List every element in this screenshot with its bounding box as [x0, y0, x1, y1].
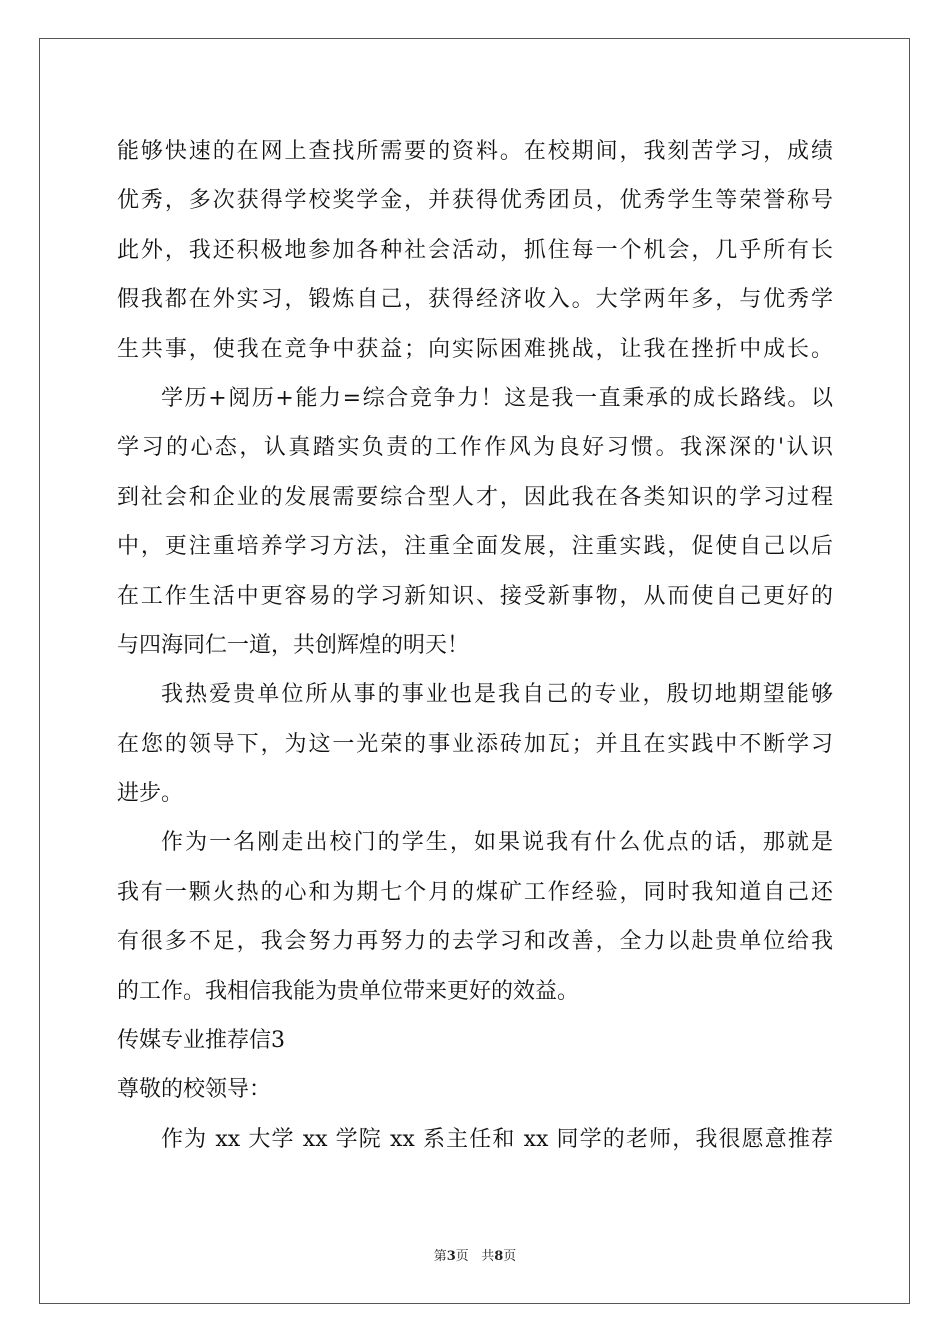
document-body: [117, 127, 833, 1164]
current-page-number: 3: [446, 1249, 456, 1264]
text-line: 在您的领导下，为这一光荣的事业添砖加瓦；并且在实践中不断学习: [117, 731, 833, 757]
text-line: 学习的心态，认真踏实负责的工作作风为良好习惯。我深深的'认识: [117, 435, 833, 461]
text-line: 与四海同仁一道，共创辉煌的明天！: [117, 632, 470, 658]
text-line: 尊敬的校领导：: [117, 1077, 272, 1103]
text-line: 中，更注重培养学习方法，注重全面发展，注重实践，促使自己以后: [117, 534, 833, 560]
text-line: 传媒专业推荐信3: [117, 1028, 285, 1054]
text-line: 作为一名刚走出校门的学生，如果说我有什么优点的话，那就是: [161, 830, 833, 856]
text-line: 我有一颗火热的心和为期七个月的煤矿工作经验，同时我知道自己还: [117, 879, 833, 905]
text-line: 学历+阅历+能力=综合竞争力！这是我一直秉承的成长路线。以: [161, 385, 833, 411]
text-line: 在工作生活中更容易的学习新知识、接受新事物，从而使自己更好的: [117, 583, 833, 609]
text-line: 生共事，使我在竞争中获益；向实际困难挑战，让我在挫折中成长。: [117, 336, 833, 362]
page-unit: 页: [455, 1249, 469, 1264]
page-prefix: 第: [433, 1249, 447, 1264]
total-prefix: 共: [481, 1249, 495, 1264]
text-line: 能够快速的在网上查找所需要的资料。在校期间，我刻苦学习，成绩: [117, 139, 833, 164]
total-unit: 页: [503, 1249, 517, 1264]
text-line: 优秀，多次获得学校奖学金，并获得优秀团员，优秀学生等荣誉称号: [117, 188, 833, 214]
text-line: 此外，我还积极地参加各种社会活动，抓住每一个机会，几乎所有长: [117, 237, 833, 263]
text-line: 作为 xx 大学 xx 学院 xx 系主任和 xx 同学的老师，我很愿意推荐: [161, 1126, 833, 1152]
text-line: 我热爱贵单位所从事的事业也是我自己的专业，殷切地期望能够: [161, 682, 833, 708]
text-line: 假我都在外实习，锻炼自己，获得经济收入。大学两年多，与优秀学: [117, 287, 833, 313]
text-line: 的工作。我相信我能为贵单位带来更好的效益。: [117, 978, 580, 1004]
page-footer: [0, 1245, 950, 1264]
text-line: 进步。: [117, 781, 184, 807]
total-page-number: 8: [494, 1249, 504, 1264]
text-line: 有很多不足，我会努力再努力的去学习和改善，全力以赴贵单位给我: [117, 929, 833, 955]
text-line: 到社会和企业的发展需要综合型人才，因此我在各类知识的学习过程: [117, 484, 833, 510]
